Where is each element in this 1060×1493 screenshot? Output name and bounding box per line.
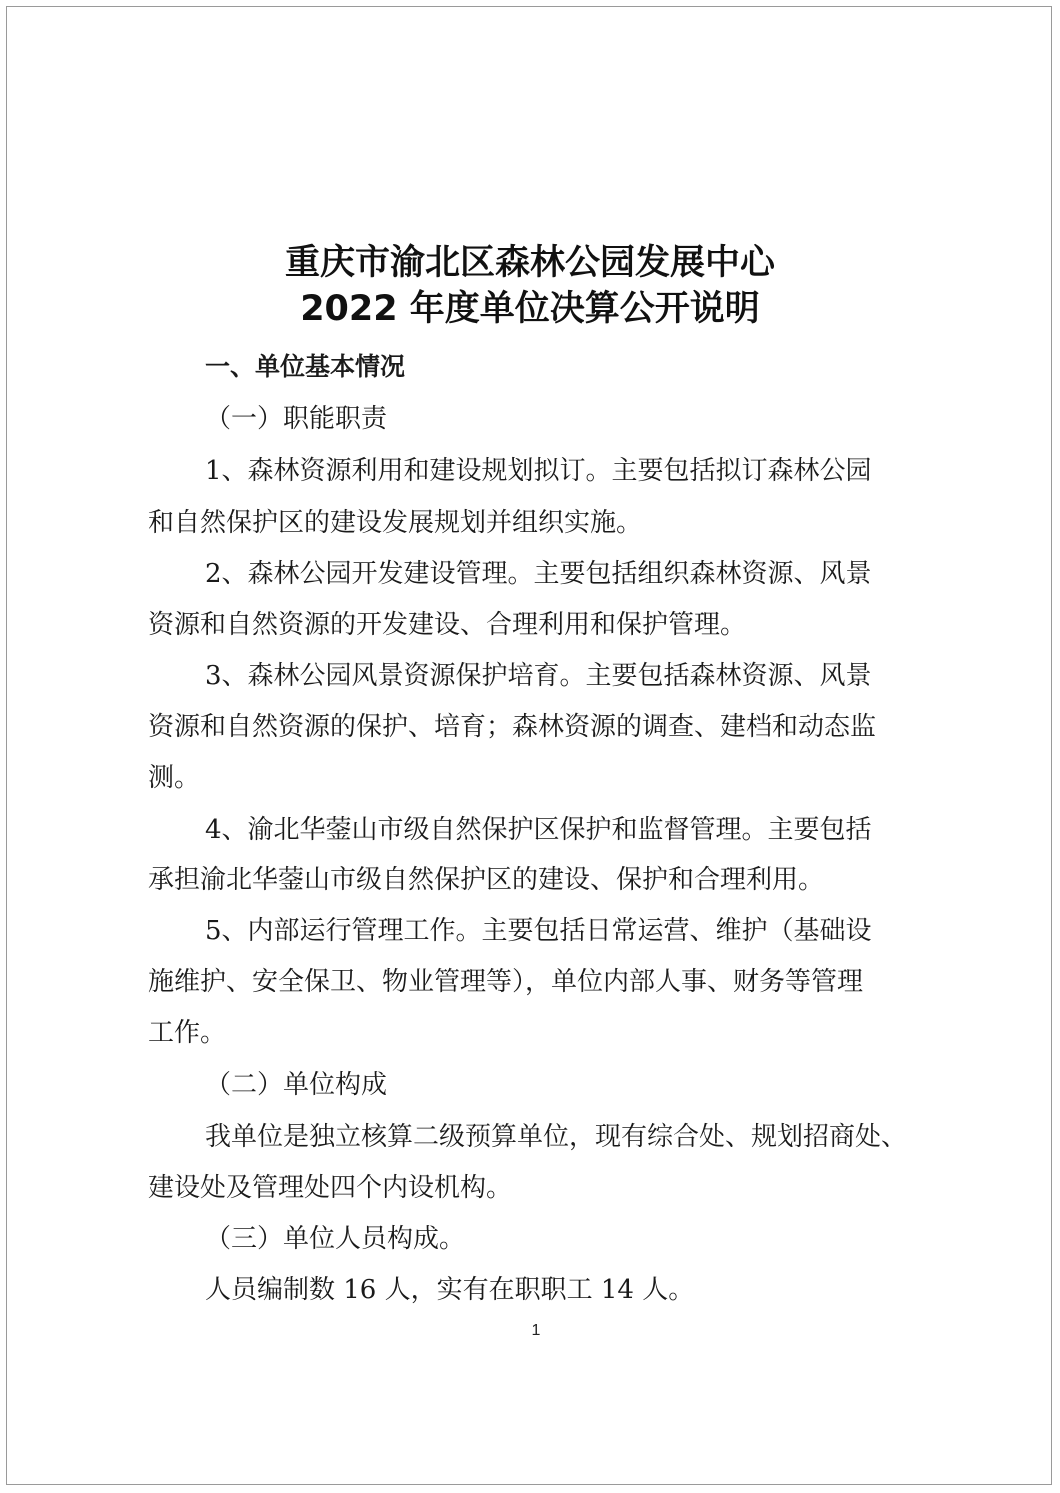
paragraph-line: 工作。 bbox=[148, 1018, 227, 1048]
paragraph-line: 测。 bbox=[148, 763, 201, 793]
paragraph-line: 承担渝北华蓥山市级自然保护区的建设、保护和合理利用。 bbox=[148, 865, 825, 895]
paragraph-line: 4、渝北华蓥山市级自然保护区保护和监督管理。主要包括 bbox=[205, 815, 872, 845]
paragraph-line: 和自然保护区的建设发展规划并组织实施。 bbox=[148, 508, 643, 538]
paragraph-line: 资源和自然资源的开发建设、合理利用和保护管理。 bbox=[148, 610, 747, 640]
section-heading-basic-info: 一、单位基本情况 bbox=[205, 352, 406, 381]
paragraph-line: 3、森林公园风景资源保护培育。主要包括森林资源、风景 bbox=[205, 661, 872, 691]
subsection-heading-duties: （一）职能职责 bbox=[205, 404, 388, 434]
paragraph-line: 5、内部运行管理工作。主要包括日常运营、维护（基础设 bbox=[205, 916, 872, 946]
paragraph-line: 资源和自然资源的保护、培育；森林资源的调查、建档和动态监 bbox=[148, 712, 877, 742]
paragraph-line: 人员编制数 16 人，实有在职职工 14 人。 bbox=[205, 1275, 695, 1305]
paragraph-line: 建设处及管理处四个内设机构。 bbox=[148, 1173, 513, 1203]
subsection-heading-staff: （三）单位人员构成。 bbox=[205, 1224, 466, 1254]
document-page bbox=[6, 6, 1052, 1485]
document-title-line1: 重庆市渝北区森林公园发展中心 bbox=[284, 243, 775, 283]
paragraph-line: 1、森林资源利用和建设规划拟订。主要包括拟订森林公园 bbox=[205, 456, 872, 486]
subsection-heading-composition: （二）单位构成 bbox=[205, 1070, 388, 1100]
paragraph-line: 施维护、安全保卫、物业管理等），单位内部人事、财务等管理 bbox=[148, 967, 864, 997]
page-number: 1 bbox=[531, 1322, 541, 1339]
paragraph-line: 我单位是独立核算二级预算单位，现有综合处、规划招商处、 bbox=[205, 1122, 908, 1152]
paragraph-line: 2、森林公园开发建设管理。主要包括组织森林资源、风景 bbox=[205, 559, 872, 589]
document-title-line2: 2022 年度单位决算公开说明 bbox=[300, 289, 760, 329]
